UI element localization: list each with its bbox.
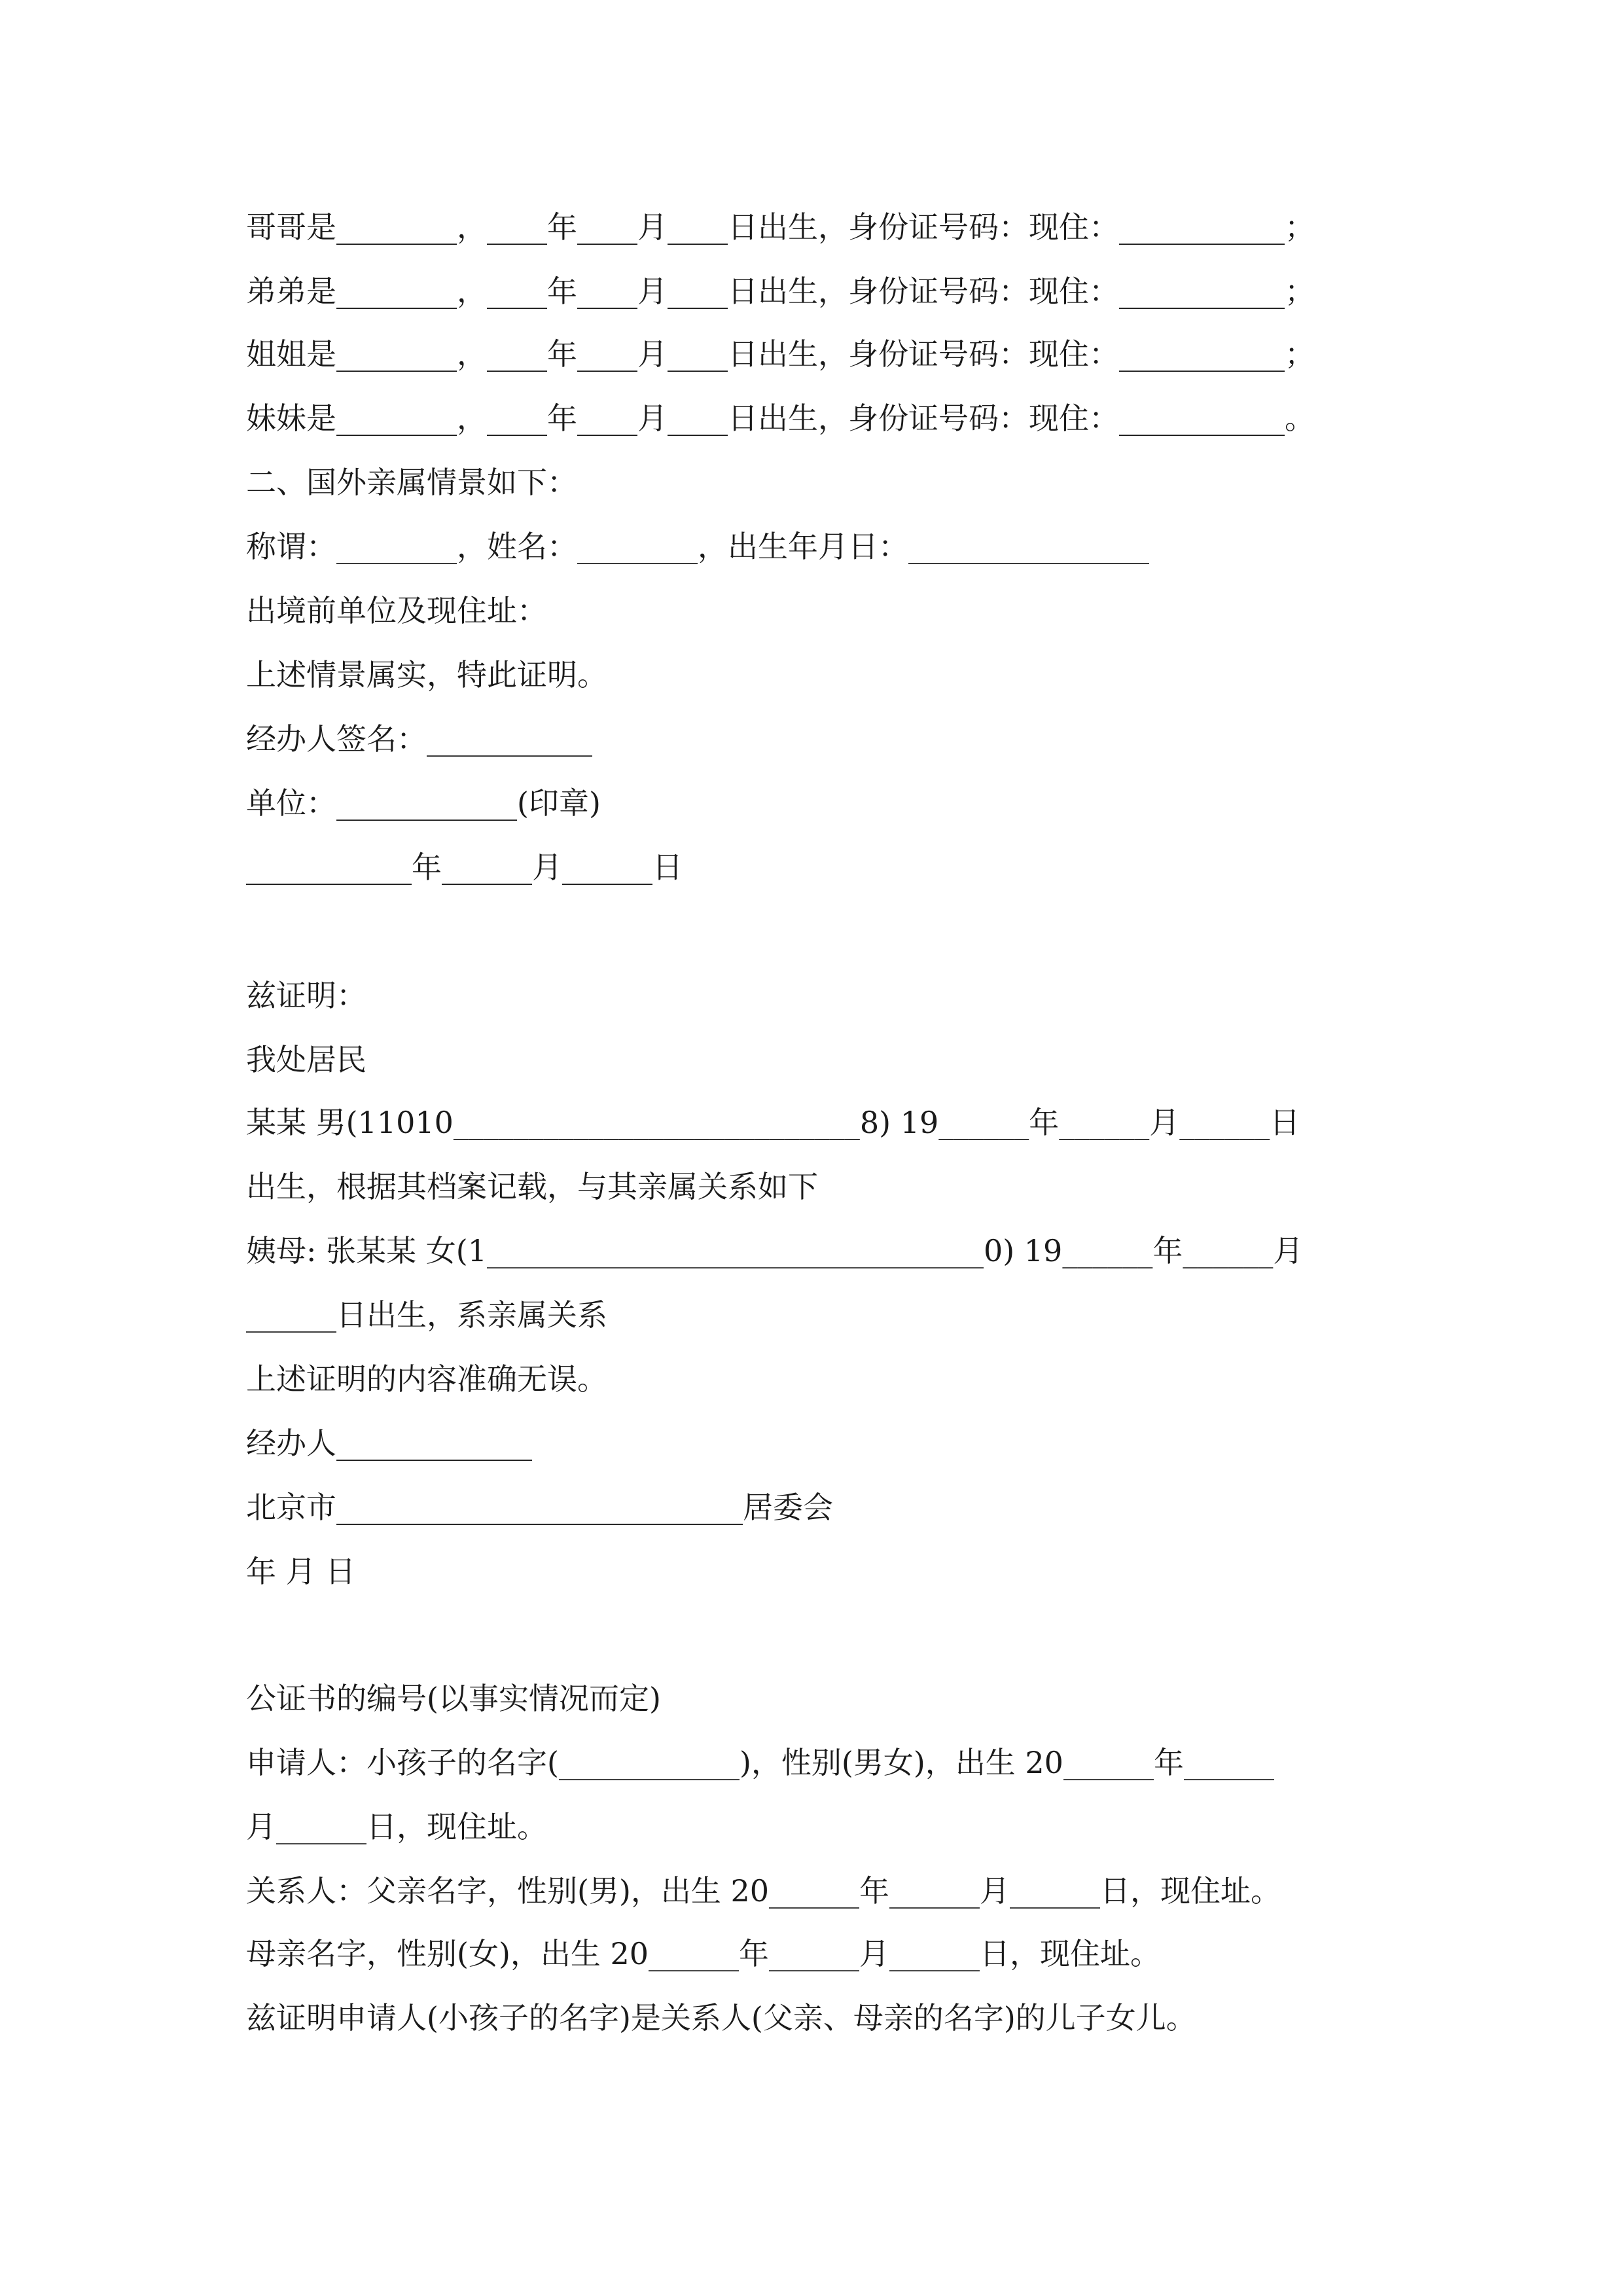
text-line-notary-number: 公证书的编号(以事实情况而定): [246, 1681, 661, 1716]
text-line-mother: 母亲名字，性别(女)，出生 20______年______月______日，现住址。: [246, 1936, 1161, 1971]
text-line-brother: 哥哥是________，____年____月____日出生，身份证号码：现住：___________；: [246, 209, 1315, 245]
text-line-committee: 北京市___________________________居委会: [246, 1490, 833, 1525]
text-line-accuracy: 上述证明的内容准确无误。: [246, 1361, 607, 1397]
text-line-relation: ______日出生，系亲属关系: [246, 1297, 607, 1333]
text-line-younger-sister: 妹妹是________，____年____月____日出生，身份证号码：现住：___________。: [246, 401, 1315, 436]
text-line-unit-seal: 单位：____________(印章): [246, 785, 601, 821]
text-line-resident: 我处居民: [246, 1042, 366, 1077]
text-line-previous-employer: 出境前单位及现住址：: [246, 593, 547, 628]
text-line-date-blank: 年 月 日: [246, 1554, 356, 1589]
text-line-archive-record: 出生，根据其档案记载，与其亲属关系如下: [246, 1169, 818, 1204]
text-line-sister: 姐姐是________，____年____月____日出生，身份证号码：现住：___________；: [246, 336, 1315, 372]
text-line-applicant: 申请人：小孩子的名字(____________)，性别(男女)，出生 20______年______: [246, 1745, 1274, 1780]
text-line-title-name-birth: 称谓：________，姓名：________，出生年月日：________________: [246, 529, 1149, 564]
text-line-applicant-cont: 月______日，现住址。: [246, 1809, 547, 1844]
section-heading-overseas-relatives: 二、国外亲属情景如下：: [246, 465, 577, 500]
text-line-date: ___________年______月______日: [246, 850, 683, 885]
text-line-aunt: 姨母: 张某某 女(1_________________________________0) 19______年______月: [246, 1233, 1304, 1268]
text-line-younger-brother: 弟弟是________，____年____月____日出生，身份证号码：现住：___________；: [246, 274, 1315, 309]
text-line-handler-signature: 经办人签名：___________: [246, 721, 592, 757]
text-line-father: 关系人：父亲名字，性别(男)，出生 20______年______月______日，现住址。: [246, 1873, 1281, 1909]
text-line-resident-id: 某某 男(11010___________________________8) 19______年______月______日: [246, 1105, 1300, 1140]
text-line-handler: 经办人_____________: [246, 1426, 532, 1461]
text-line-certification: 上述情景属实，特此证明。: [246, 657, 607, 692]
text-line-hereby-certify: 兹证明：: [246, 978, 366, 1013]
text-line-certify-relationship: 兹证明申请人(小孩子的名字)是关系人(父亲、母亲的名字)的儿子女儿。: [246, 2000, 1196, 2036]
